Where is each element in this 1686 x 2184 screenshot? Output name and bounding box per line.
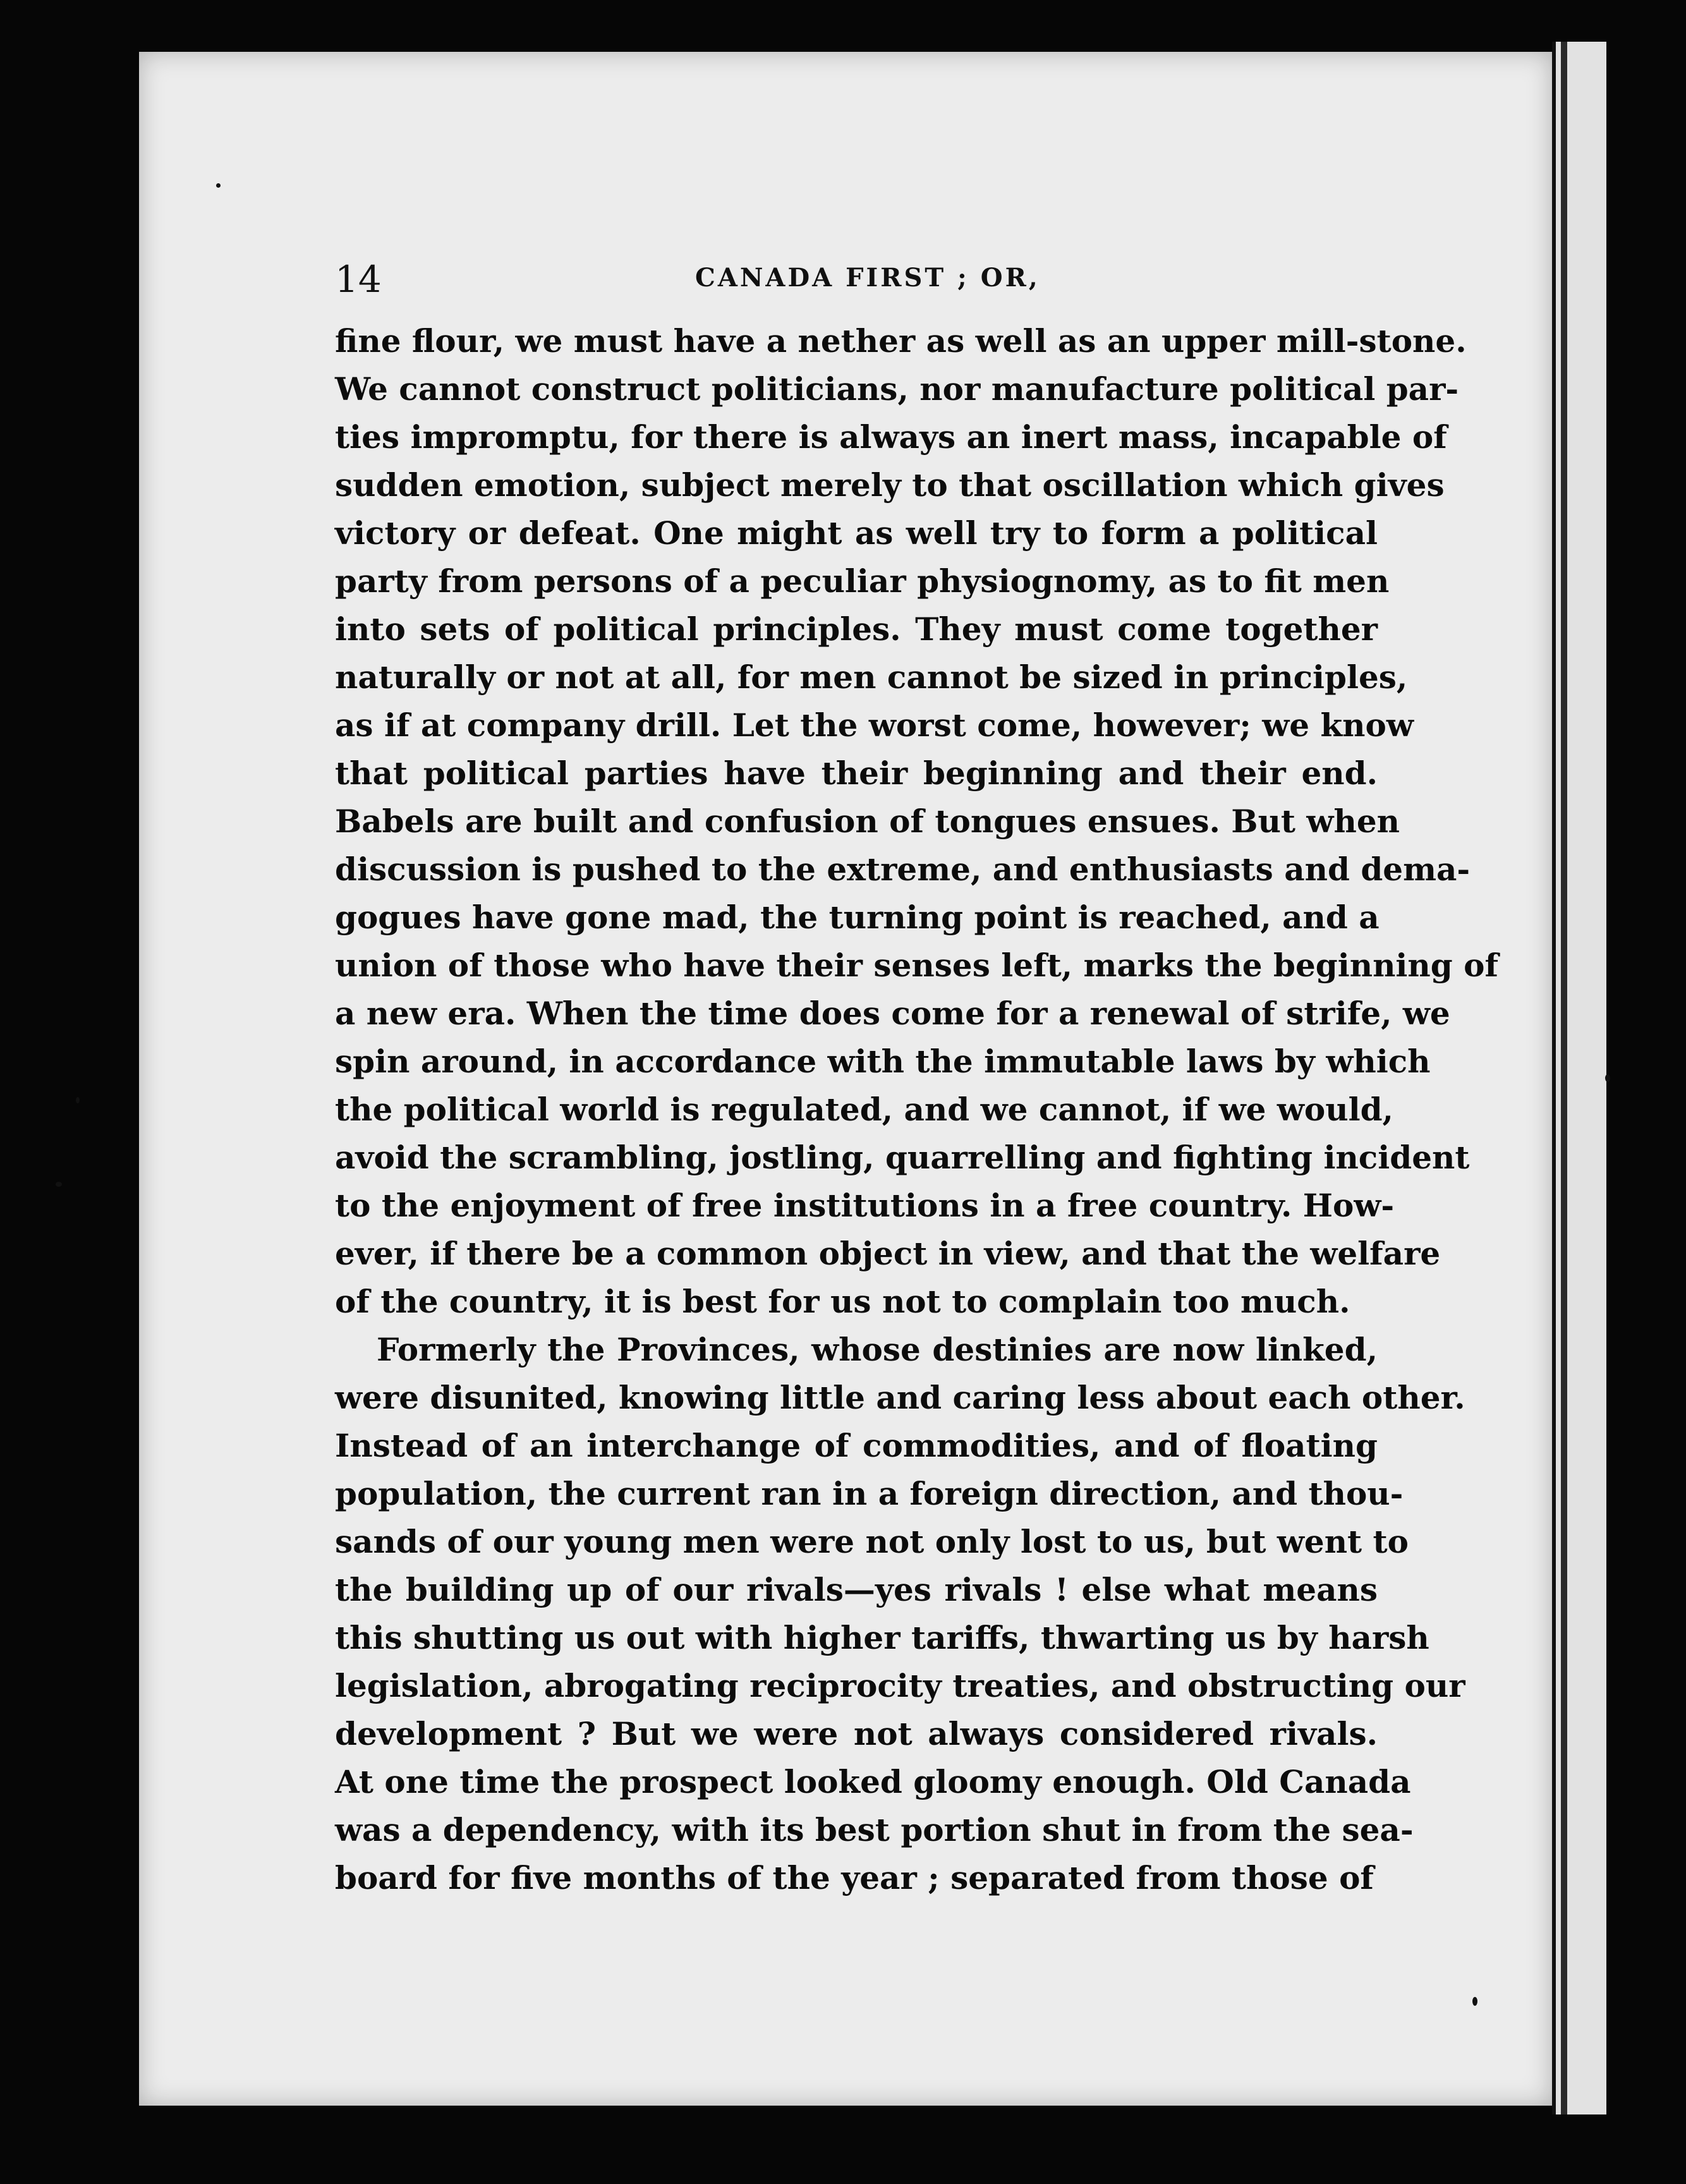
body-text (335, 317, 1498, 1902)
text-line: to the enjoyment of free institutions in a free country. How- (335, 1187, 1395, 1224)
running-head-title: CANADA FIRST ; OR, (695, 263, 1040, 293)
running-head (335, 253, 1409, 303)
text-line: the political world is regulated, and we cannot, if we would, (335, 1091, 1393, 1128)
scan-speck (216, 183, 221, 188)
text-line: Formerly the Provinces, whose destinies are now linked, (377, 1331, 1378, 1368)
scan-speck (1605, 1074, 1610, 1082)
text-line: Babels are built and confusion of tongues ensues. But when (335, 803, 1400, 840)
text-line: sands of our young men were not only lost to us, but went to (335, 1523, 1409, 1560)
text-line: discussion is pushed to the extreme, and enthusiasts and dema- (335, 851, 1471, 888)
text-line: ties impromptu, for there is always an inert mass, incapable of (335, 418, 1447, 456)
text-line: ever, if there be a common object in view, and that the welfare (335, 1235, 1441, 1272)
scan-speck (56, 1182, 62, 1187)
text-line: of the country, it is best for us not to complain too much. (335, 1283, 1350, 1320)
text-line: Instead of an interchange of commodities, and of floating (335, 1427, 1378, 1464)
text-line: victory or defeat. One might as well try to form a political (335, 514, 1378, 552)
text-line: party from persons of a peculiar physiognomy, as to fit men (335, 562, 1390, 600)
text-line: the building up of our rivals—yes rivals ! else what means (335, 1571, 1378, 1608)
text-line: population, the current ran in a foreign direction, and thou- (335, 1475, 1404, 1512)
scan-speck (1472, 1997, 1477, 2006)
paragraph (335, 1326, 1465, 1902)
text-line: that political parties have their beginning and their end. (335, 755, 1378, 792)
page-number: 14 (335, 258, 382, 301)
text-line: development ? But we were not always considered rivals. (335, 1715, 1378, 1752)
text-line: board for five months of the year ; separated from those of (335, 1859, 1374, 1896)
text-line: a new era. When the time does come for a renewal of strife, we (335, 995, 1450, 1032)
text-line: were disunited, knowing little and caring less about each other. (335, 1379, 1465, 1416)
text-line: avoid the scrambling, jostling, quarrelling and fighting incident (335, 1139, 1470, 1176)
text-line: into sets of political principles. They must come together (335, 610, 1378, 648)
text-line: sudden emotion, subject merely to that oscillation which gives (335, 466, 1445, 504)
text-line: gogues have gone mad, the turning point is reached, and a (335, 899, 1380, 936)
text-line: union of those who have their senses left, marks the beginning of (335, 947, 1498, 984)
scan-speck (76, 1097, 80, 1103)
adjacent-page-edge (1552, 42, 1606, 2114)
text-line: We cannot construct politicians, nor manufacture political par- (335, 370, 1459, 408)
text-line: At one time the prospect looked gloomy enough. Old Canada (335, 1763, 1411, 1800)
text-line: as if at company drill. Let the worst come, however; we know (335, 707, 1414, 744)
text-line: was a dependency, with its best portion shut in from the sea- (335, 1811, 1414, 1848)
text-line: naturally or not at all, for men cannot be sized in principles, (335, 658, 1408, 696)
text-line: fine flour, we must have a nether as well as an upper mill-stone. (335, 322, 1467, 360)
binding-shadow (1561, 42, 1567, 2114)
paragraph (335, 317, 1498, 1326)
text-line: spin around, in accordance with the immutable laws by which (335, 1043, 1431, 1080)
text-line: this shutting us out with higher tariffs, thwarting us by harsh (335, 1619, 1429, 1656)
text-line: legislation, abrogating reciprocity treaties, and obstructing our (335, 1667, 1465, 1704)
